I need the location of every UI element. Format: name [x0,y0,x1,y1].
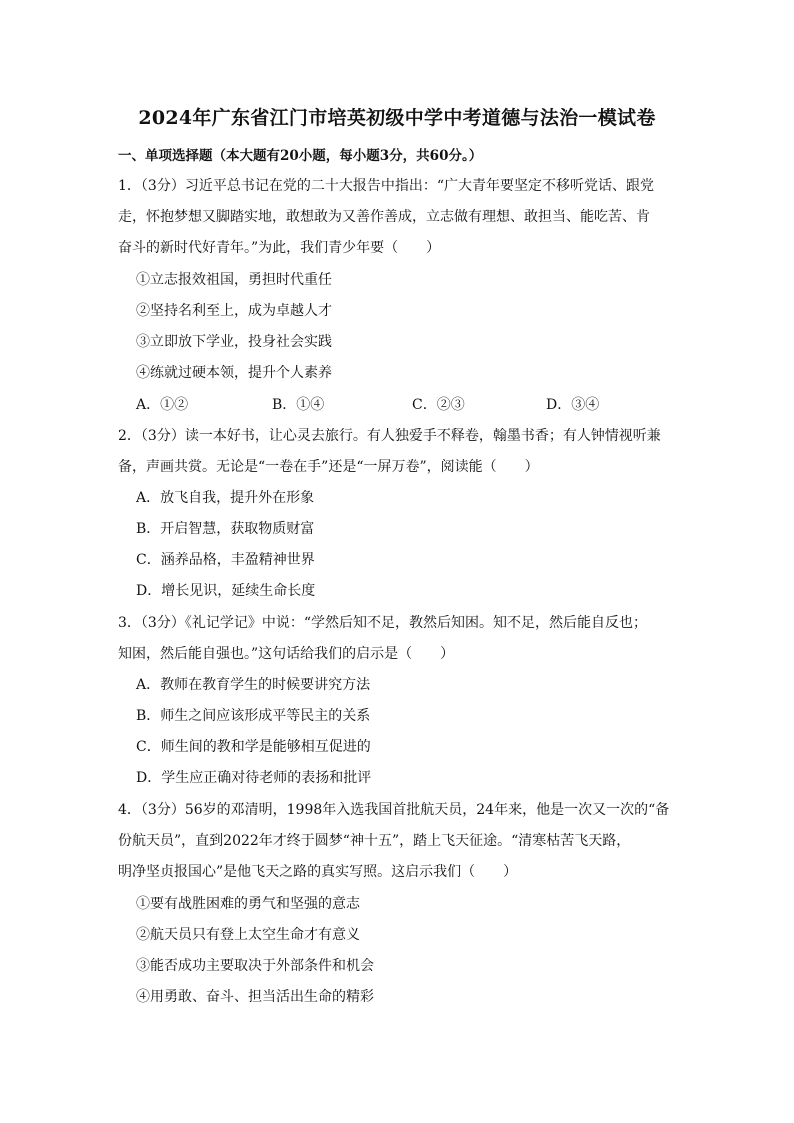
option-c: C．②③ [412,397,465,413]
question-text-line: 1．（3分）习近平总书记在党的二十大报告中指出：“广大青年要坚定不移听党话、跟党 [118,178,654,194]
question-text-line: 3．（3分）《礼记学记》中说：“学然后知不足，教然后知困。知不足，然后能自反也； [118,615,647,631]
option-a: A．①② [136,397,189,413]
section-heading: 一、单项选择题（本大题有20小题，每小题3分，共60分。） [118,148,483,164]
option-c: C．涵养品格，丰盈精神世界 [136,552,315,568]
option-b: B．师生之间应该形成平等民主的关系 [136,708,371,724]
statement-item: ③立即放下学业，投身社会实践 [136,334,332,350]
question-text-line: 明净坚贞报国心”是他飞天之路的真实写照。这启示我们（ ） [118,864,518,880]
statement-item: ④用勇敢、奋斗、担当活出生命的精彩 [136,989,374,1005]
statement-item: ④练就过硬本领，提升个人素养 [136,365,332,381]
exam-title: 2024年广东省江门市培英初级中学中考道德与法治一模试卷 [138,107,656,129]
option-d: D．③④ [546,397,600,413]
question-text-line: 奋斗的新时代好青年。”为此，我们青少年要（ ） [118,240,441,256]
option-a: A．放飞自我，提升外在形象 [136,490,315,506]
option-d: D．增长见识，延续生命长度 [136,583,316,599]
question-text-line: 2．（3分）读一本好书，让心灵去旅行。有人独爱手不释卷，翰墨书香；有人钟情视听兼 [118,428,661,444]
question-text-line: 知困，然后能自强也。”这句话给我们的启示是（ ） [118,646,455,662]
option-a: A．教师在教育学生的时候要讲究方法 [136,677,371,693]
question-text-line: 4．（3分）56岁的邓清明，1998年入选我国首批航天员，24年来，他是一次又一次的“备 [118,802,670,818]
option-b: B．开启智慧，获取物质财富 [136,521,315,537]
statement-item: ①要有战胜困难的勇气和坚强的意志 [136,896,360,912]
option-c: C．师生间的教和学是能够相互促进的 [136,739,371,755]
statement-item: ②航天员只有登上太空生命才有意义 [136,927,360,943]
question-text-line: 走，怀抱梦想又脚踏实地，敢想敢为又善作善成，立志做有理想、敢担当、能吃苦、肯 [118,209,650,225]
question-text-line: 备，声画共赏。无论是“一卷在手”还是“一屏万卷”，阅读能（ ） [118,459,539,475]
statement-item: ③能否成功主要取决于外部条件和机会 [136,958,374,974]
statement-item: ①立志报效祖国，勇担时代重任 [136,272,332,288]
question-text-line: 份航天员”，直到2022年才终于圆梦“神十五”，踏上飞天征途。“清寒枯苦飞天路， [118,833,631,849]
option-d: D．学生应正确对待老师的表扬和批评 [136,770,372,786]
option-b: B．①④ [272,397,325,413]
statement-item: ②坚持名利至上，成为卓越人才 [136,303,332,319]
